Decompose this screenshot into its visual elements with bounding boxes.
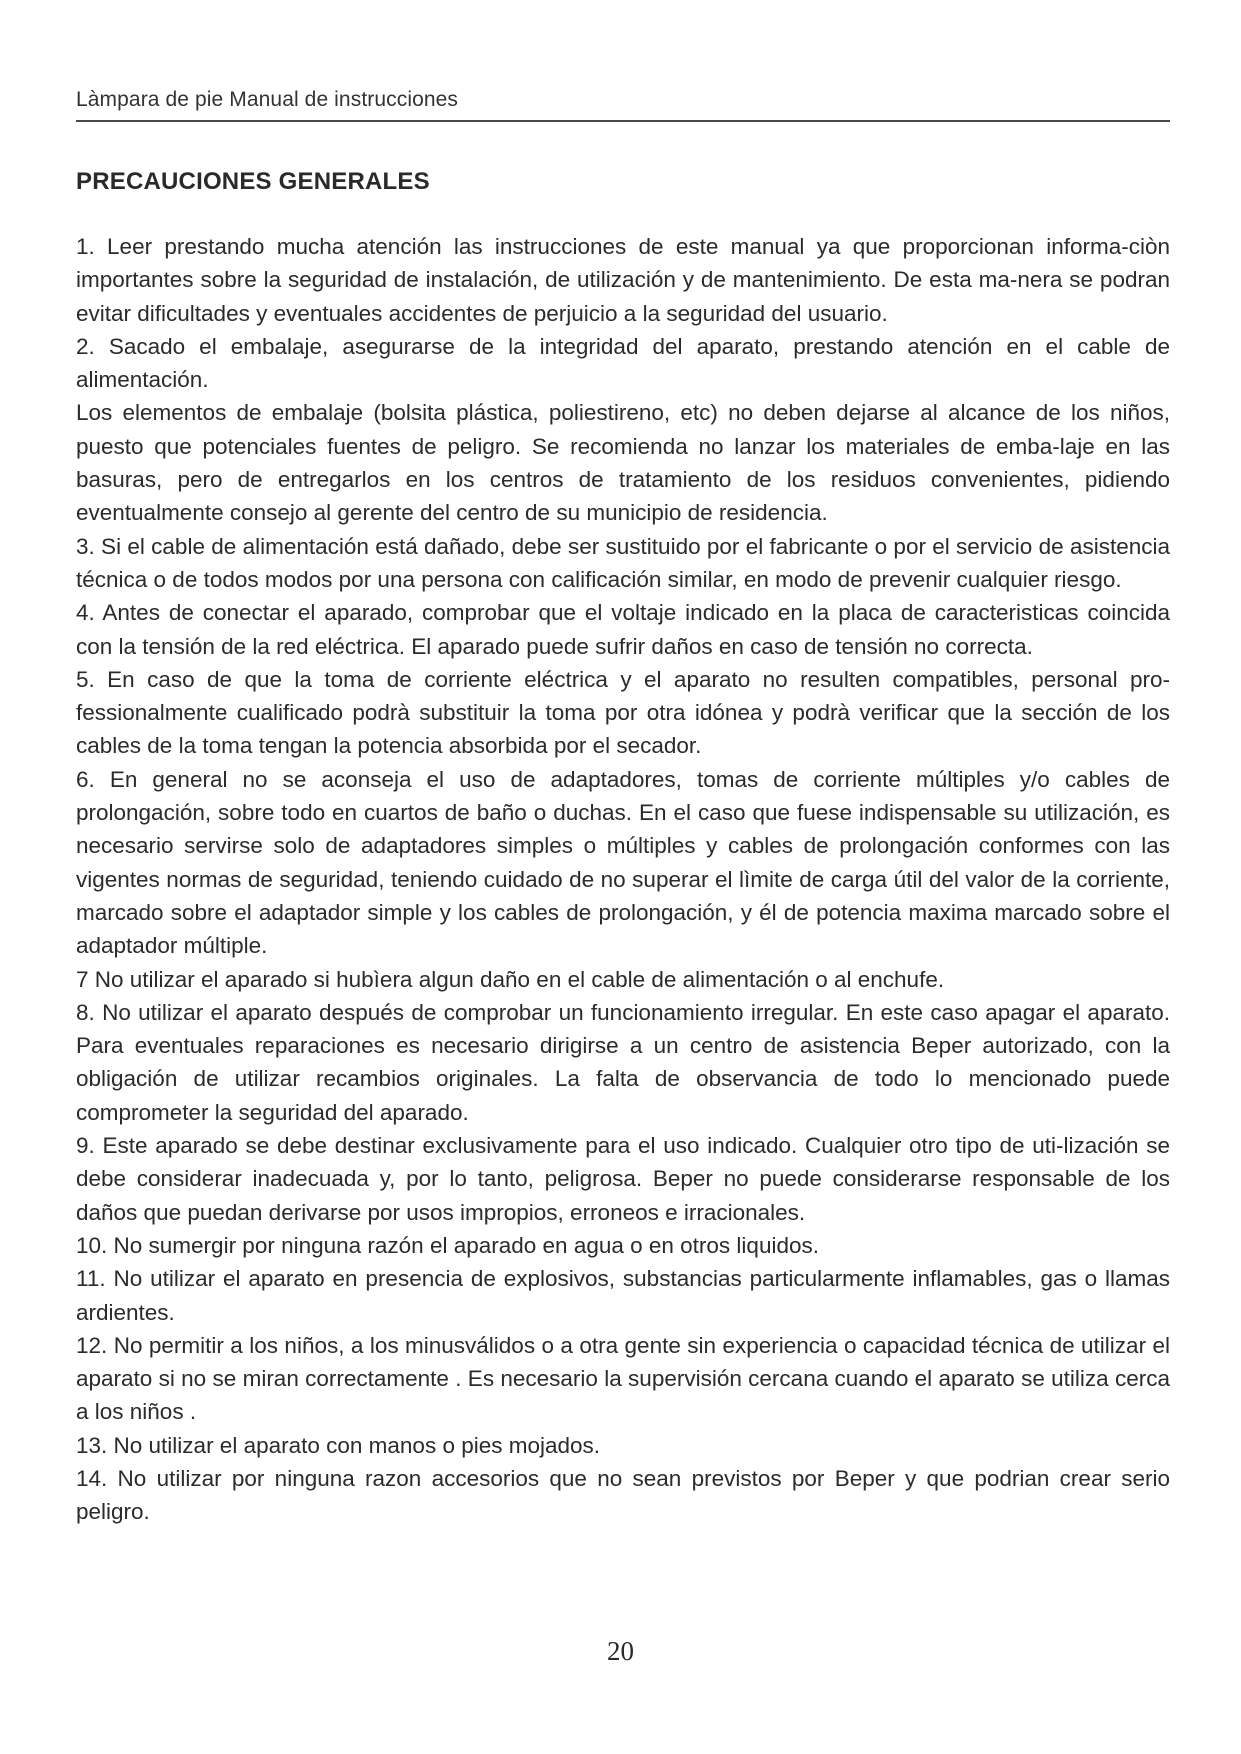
section-title: PRECAUCIONES GENERALES — [76, 168, 430, 195]
paragraph-4: 4. Antes de conectar el aparado, comprobar que el voltaje indicado en la placa de caracteristicas coincida con la tensión de la red eléctrica. El aparado puede sufrir daños en caso de tensión no correcta. — [76, 600, 1170, 659]
paragraph-9: 9. Este aparado se debe destinar exclusivamente para el uso indicado. Cualquier otro tipo de uti-lización se debe considerar inadecuada y, por lo tanto, peligrosa. Beper no puede considerarse responsable de los daños que puedan derivarse por usos impropios, erroneos e irracionales. — [76, 1133, 1170, 1225]
paragraph-6: 6. En general no se aconseja el uso de adaptadores, tomas de corriente múltiples y/o cables de prolongación, sobre todo en cuartos de baño o duchas. En el caso que fuese indispensable su utilización, es necesario servirse solo de adaptadores simples o múltiples y cables de prolongación conformes con las vigentes normas de seguridad, teniendo cuidado de no superar el lìmite de carga útil del valor de la corriente, marcado sobre el adaptador simple y los cables de prolongación, y él de potencia maxima marcado sobre el adaptador múltiple. — [76, 766, 1170, 959]
paragraph-1: 1. Leer prestando mucha atención las instrucciones de este manual ya que proporcionan informa-ciòn importantes sobre la seguridad de instalación, de utilización y de mantenimiento. De esta ma-nera se podran evitar dificultades y eventuales accidentes de perjuicio a la seguridad del usuario. — [76, 234, 1170, 326]
page-header — [76, 86, 1170, 122]
header-title: Làmpara de pie Manual de instrucciones — [76, 88, 459, 111]
paragraph-7: 7 No utilizar el aparado si hubìera algun daño en el cable de alimentación o al enchufe. — [76, 966, 945, 992]
paragraph-14: 14. No utilizar por ninguna razon accesorios que no sean previstos por Beper y que podrian crear serio peligro. — [76, 1465, 1170, 1525]
paragraph-3: 3. Si el cable de alimentación está dañado, debe ser sustituido por el fabricante o por el servicio de asistencia técnica o de todos modos por una persona con calificación similar, en modo de prevenir cualquier riesgo. — [76, 533, 1170, 592]
paragraph-10: 10. No sumergir por ninguna razón el aparado en agua o en otros liquidos. — [76, 1232, 819, 1258]
paragraph-2: 2. Sacado el embalaje, asegurarse de la integridad del aparato, prestando atención en el cable de alimentación. — [76, 333, 1170, 393]
paragraph-11: 11. No utilizar el aparato en presencia de explosivos, substancias particularmente inflamables, gas o llamas ardientes. — [76, 1266, 1170, 1325]
paragraph-5: 5. En caso de que la toma de corriente eléctrica y el aparato no resulten compatibles, personal pro-fessionalmente cualificado podrà substituir la toma por otra idónea y podrà verificar que la sección de los cables de la toma tengan la potencia absorbida por el secador. — [76, 666, 1170, 759]
paragraph-packaging: Los elementos de embalaje (bolsita plástica, poliestireno, etc) no deben dejarse al alcance de los niños, puesto que potenciales fuentes de peligro. Se recomienda no lanzar los materiales de emba-laje en las basuras, pero de entregarlos en los centros de tratamiento de los residuos convenientes, pidiendo eventualmente consejo al gerente del centro de su municipio de residencia. — [76, 400, 1170, 526]
precautions-list — [76, 230, 1170, 1529]
paragraph-8: 8. No utilizar el aparato después de comprobar un funcionamiento irregular. En este caso apagar el aparato. Para eventuales reparaciones es necesario dirigirse a un centro de asistencia Beper autorizado, con la obligación de utilizar recambios originales. La falta de observancia de todo lo mencionado puede comprometer la seguridad del aparado. — [76, 999, 1170, 1125]
paragraph-13: 13. No utilizar el aparato con manos o pies mojados. — [76, 1432, 601, 1458]
page-number: 20 — [607, 1636, 634, 1666]
paragraph-12: 12. No permitir a los niños, a los minusválidos o a otra gente sin experiencia o capacidad técnica de utilizar el aparato si no se miran correctamente . Es necesario la supervisión cercana cuando el aparato se utiliza cerca a los niños . — [76, 1332, 1170, 1425]
